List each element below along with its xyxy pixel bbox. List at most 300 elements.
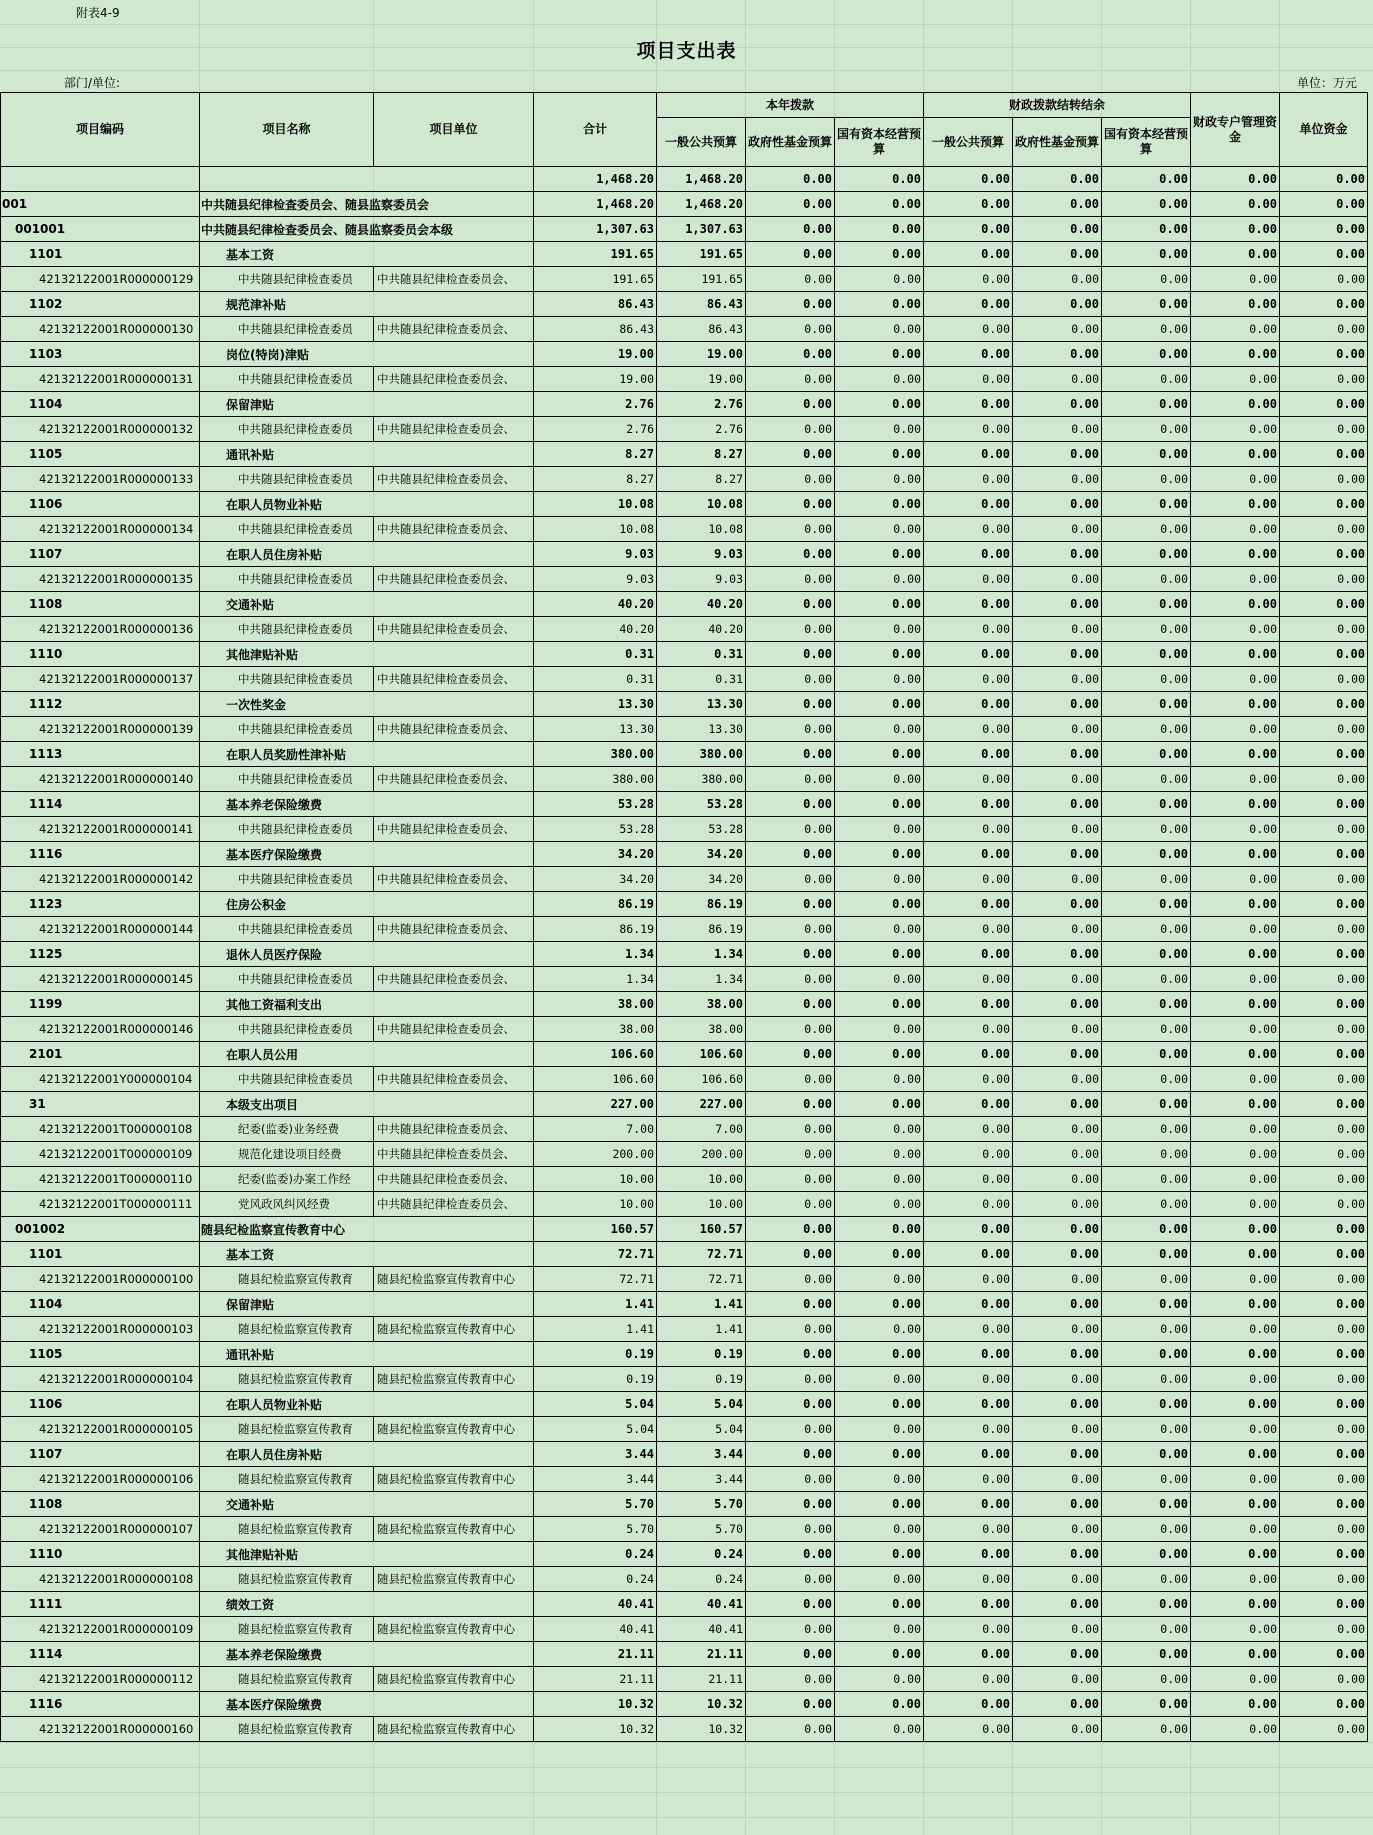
cell-amount[interactable]: 2.76 bbox=[534, 417, 657, 442]
cell-amount[interactable]: 380.00 bbox=[534, 767, 657, 792]
cell-name[interactable]: 基本工资 bbox=[200, 242, 534, 267]
col-header-special-account[interactable]: 财政专户管理资金 bbox=[1191, 93, 1280, 167]
cell-amount[interactable]: 0.00 bbox=[1191, 1217, 1280, 1242]
cell-amount[interactable]: 0.00 bbox=[1280, 667, 1368, 692]
cell-code[interactable]: 42132122001R000000141 bbox=[1, 817, 200, 842]
cell-amount[interactable]: 0.00 bbox=[924, 567, 1013, 592]
cell-amount[interactable]: 0.00 bbox=[924, 1367, 1013, 1392]
cell-amount[interactable]: 0.00 bbox=[1280, 1392, 1368, 1417]
table-row[interactable] bbox=[1, 1417, 1368, 1442]
table-row[interactable] bbox=[1, 217, 1368, 242]
col-header-carry-state-capital-budget[interactable]: 国有资本经营预算 bbox=[1102, 118, 1191, 167]
cell-amount[interactable]: 0.00 bbox=[1280, 1117, 1368, 1142]
cell-amount[interactable]: 0.00 bbox=[1102, 1692, 1191, 1717]
cell-code[interactable]: 42132122001R000000133 bbox=[1, 467, 200, 492]
cell-code[interactable]: 42132122001R000000131 bbox=[1, 367, 200, 392]
cell-amount[interactable]: 0.00 bbox=[835, 1342, 924, 1367]
cell-amount[interactable]: 0.00 bbox=[1013, 217, 1102, 242]
cell-amount[interactable]: 0.00 bbox=[1013, 1642, 1102, 1667]
cell-amount[interactable]: 0.00 bbox=[835, 167, 924, 192]
cell-amount[interactable]: 0.00 bbox=[1280, 1092, 1368, 1117]
cell-amount[interactable]: 0.00 bbox=[1102, 642, 1191, 667]
cell-amount[interactable]: 0.00 bbox=[1013, 617, 1102, 642]
cell-amount[interactable]: 0.00 bbox=[835, 217, 924, 242]
cell-amount[interactable]: 0.00 bbox=[1280, 817, 1368, 842]
cell-name[interactable]: 交通补贴 bbox=[200, 1492, 534, 1517]
cell-code[interactable]: 42132122001Y000000104 bbox=[1, 1067, 200, 1092]
cell-amount[interactable]: 0.00 bbox=[746, 467, 835, 492]
cell-amount[interactable]: 0.00 bbox=[1191, 292, 1280, 317]
cell-amount[interactable]: 0.00 bbox=[1280, 1067, 1368, 1092]
cell-amount[interactable]: 0.24 bbox=[534, 1542, 657, 1567]
cell-name[interactable]: 随县纪检监察宣传教育 bbox=[200, 1717, 374, 1742]
table-row[interactable] bbox=[1, 1267, 1368, 1292]
cell-amount[interactable]: 5.04 bbox=[657, 1417, 746, 1442]
cell-code[interactable]: 1104 bbox=[1, 1292, 200, 1317]
cell-unit[interactable]: 随县纪检监察宣传教育中心 bbox=[374, 1517, 534, 1542]
cell-unit[interactable]: 随县纪检监察宣传教育中心 bbox=[374, 1567, 534, 1592]
cell-amount[interactable]: 0.00 bbox=[924, 1717, 1013, 1742]
cell-amount[interactable]: 21.11 bbox=[534, 1667, 657, 1692]
cell-amount[interactable]: 10.32 bbox=[657, 1717, 746, 1742]
cell-amount[interactable]: 0.00 bbox=[835, 1117, 924, 1142]
cell-name[interactable]: 通讯补贴 bbox=[200, 1342, 534, 1367]
cell-amount[interactable]: 0.00 bbox=[746, 567, 835, 592]
cell-amount[interactable]: 0.00 bbox=[1102, 167, 1191, 192]
cell-amount[interactable]: 0.00 bbox=[1013, 1492, 1102, 1517]
cell-unit[interactable]: 随县纪检监察宣传教育中心 bbox=[374, 1317, 534, 1342]
cell-amount[interactable]: 0.00 bbox=[1280, 917, 1368, 942]
cell-amount[interactable]: 0.00 bbox=[1280, 1242, 1368, 1267]
cell-code[interactable]: 42132122001R000000129 bbox=[1, 267, 200, 292]
cell-amount[interactable]: 380.00 bbox=[534, 742, 657, 767]
cell-name[interactable]: 随县纪检监察宣传教育 bbox=[200, 1267, 374, 1292]
cell-amount[interactable]: 0.00 bbox=[1013, 392, 1102, 417]
cell-amount[interactable]: 0.00 bbox=[1013, 842, 1102, 867]
cell-name[interactable]: 绩效工资 bbox=[200, 1592, 534, 1617]
cell-amount[interactable]: 10.32 bbox=[534, 1692, 657, 1717]
cell-amount[interactable]: 0.00 bbox=[924, 992, 1013, 1017]
cell-name[interactable]: 中共随县纪律检查委员 bbox=[200, 667, 374, 692]
cell-name[interactable]: 在职人员物业补贴 bbox=[200, 492, 534, 517]
cell-amount[interactable]: 0.00 bbox=[1102, 1042, 1191, 1067]
col-header-carryover[interactable]: 财政拨款结转结余 bbox=[924, 93, 1191, 118]
cell-amount[interactable]: 0.00 bbox=[1280, 342, 1368, 367]
cell-amount[interactable]: 0.19 bbox=[657, 1342, 746, 1367]
cell-amount[interactable]: 106.60 bbox=[534, 1067, 657, 1092]
cell-amount[interactable]: 0.00 bbox=[1102, 1342, 1191, 1367]
cell-amount[interactable]: 0.00 bbox=[1280, 1417, 1368, 1442]
cell-amount[interactable]: 0.00 bbox=[1191, 267, 1280, 292]
cell-amount[interactable]: 191.65 bbox=[657, 267, 746, 292]
cell-amount[interactable]: 19.00 bbox=[657, 342, 746, 367]
table-row[interactable] bbox=[1, 292, 1368, 317]
cell-amount[interactable]: 1,468.20 bbox=[657, 192, 746, 217]
cell-name[interactable]: 在职人员物业补贴 bbox=[200, 1392, 534, 1417]
cell-unit[interactable]: 中共随县纪律检查委员会、 bbox=[374, 617, 534, 642]
cell-amount[interactable]: 0.00 bbox=[1102, 692, 1191, 717]
cell-name[interactable]: 基本工资 bbox=[200, 1242, 534, 1267]
cell-amount[interactable]: 0.00 bbox=[1191, 817, 1280, 842]
cell-amount[interactable]: 0.00 bbox=[1280, 1317, 1368, 1342]
cell-amount[interactable]: 0.00 bbox=[1013, 717, 1102, 742]
cell-amount[interactable]: 0.00 bbox=[746, 1467, 835, 1492]
cell-amount[interactable]: 380.00 bbox=[657, 742, 746, 767]
cell-amount[interactable]: 106.60 bbox=[657, 1067, 746, 1092]
cell-amount[interactable]: 0.00 bbox=[924, 267, 1013, 292]
cell-amount[interactable]: 0.00 bbox=[835, 1017, 924, 1042]
cell-amount[interactable]: 9.03 bbox=[657, 567, 746, 592]
cell-amount[interactable]: 0.00 bbox=[1013, 1567, 1102, 1592]
cell-code[interactable]: 42132122001R000000137 bbox=[1, 667, 200, 692]
table-row[interactable] bbox=[1, 392, 1368, 417]
cell-amount[interactable]: 0.00 bbox=[1191, 1342, 1280, 1367]
cell-amount[interactable]: 40.20 bbox=[657, 592, 746, 617]
cell-amount[interactable]: 0.00 bbox=[835, 842, 924, 867]
cell-amount[interactable]: 10.08 bbox=[534, 492, 657, 517]
cell-amount[interactable]: 0.00 bbox=[1013, 1667, 1102, 1692]
cell-amount[interactable]: 0.00 bbox=[1102, 1267, 1191, 1292]
cell-amount[interactable]: 0.00 bbox=[924, 242, 1013, 267]
cell-amount[interactable]: 0.00 bbox=[1102, 542, 1191, 567]
cell-amount[interactable]: 0.00 bbox=[924, 1517, 1013, 1542]
cell-amount[interactable]: 0.00 bbox=[1191, 717, 1280, 742]
cell-amount[interactable]: 0.00 bbox=[746, 717, 835, 742]
cell-name[interactable]: 在职人员住房补贴 bbox=[200, 542, 534, 567]
cell-amount[interactable]: 0.00 bbox=[1102, 1442, 1191, 1467]
cell-code[interactable]: 42132122001R000000112 bbox=[1, 1667, 200, 1692]
cell-amount[interactable]: 3.44 bbox=[534, 1442, 657, 1467]
cell-amount[interactable]: 0.00 bbox=[1280, 1267, 1368, 1292]
cell-amount[interactable]: 106.60 bbox=[657, 1042, 746, 1067]
cell-amount[interactable]: 0.00 bbox=[746, 742, 835, 767]
cell-name[interactable]: 中共随县纪律检查委员 bbox=[200, 467, 374, 492]
cell-amount[interactable]: 0.00 bbox=[746, 417, 835, 442]
cell-amount[interactable]: 0.00 bbox=[746, 367, 835, 392]
cell-amount[interactable]: 0.00 bbox=[746, 217, 835, 242]
cell-unit[interactable]: 中共随县纪律检查委员会、 bbox=[374, 1167, 534, 1192]
cell-amount[interactable]: 0.00 bbox=[1280, 1442, 1368, 1467]
cell-amount[interactable]: 0.00 bbox=[924, 342, 1013, 367]
cell-amount[interactable]: 0.00 bbox=[924, 292, 1013, 317]
cell-amount[interactable]: 86.19 bbox=[657, 917, 746, 942]
cell-amount[interactable]: 5.04 bbox=[534, 1417, 657, 1442]
cell-amount[interactable]: 0.00 bbox=[1013, 167, 1102, 192]
cell-amount[interactable]: 86.19 bbox=[534, 917, 657, 942]
cell-amount[interactable]: 0.00 bbox=[1280, 1517, 1368, 1542]
cell-amount[interactable]: 10.00 bbox=[534, 1192, 657, 1217]
cell-amount[interactable]: 0.00 bbox=[746, 442, 835, 467]
cell-amount[interactable]: 0.00 bbox=[1280, 742, 1368, 767]
cell-name[interactable]: 中共随县纪律检查委员 bbox=[200, 367, 374, 392]
cell-amount[interactable]: 0.00 bbox=[1191, 642, 1280, 667]
cell-name[interactable]: 基本医疗保险缴费 bbox=[200, 842, 534, 867]
cell-name[interactable]: 在职人员公用 bbox=[200, 1042, 534, 1067]
cell-amount[interactable]: 0.00 bbox=[1191, 192, 1280, 217]
cell-amount[interactable]: 0.00 bbox=[835, 567, 924, 592]
cell-unit[interactable]: 中共随县纪律检查委员会、 bbox=[374, 817, 534, 842]
cell-amount[interactable]: 0.00 bbox=[1013, 292, 1102, 317]
cell-name[interactable] bbox=[200, 167, 534, 192]
cell-amount[interactable]: 0.00 bbox=[746, 1142, 835, 1167]
cell-code[interactable]: 42132122001R000000105 bbox=[1, 1417, 200, 1442]
cell-amount[interactable]: 19.00 bbox=[534, 342, 657, 367]
cell-code[interactable]: 42132122001T000000110 bbox=[1, 1167, 200, 1192]
cell-amount[interactable]: 1.34 bbox=[657, 967, 746, 992]
cell-code[interactable]: 1101 bbox=[1, 242, 200, 267]
cell-amount[interactable]: 0.00 bbox=[835, 342, 924, 367]
cell-amount[interactable]: 0.00 bbox=[835, 492, 924, 517]
cell-code[interactable]: 42132122001R000000145 bbox=[1, 967, 200, 992]
cell-unit[interactable]: 中共随县纪律检查委员会、 bbox=[374, 567, 534, 592]
cell-amount[interactable]: 0.00 bbox=[835, 792, 924, 817]
table-row[interactable] bbox=[1, 1142, 1368, 1167]
cell-code[interactable]: 1116 bbox=[1, 842, 200, 867]
table-row[interactable] bbox=[1, 1517, 1368, 1542]
cell-amount[interactable]: 1,307.63 bbox=[534, 217, 657, 242]
table-row[interactable] bbox=[1, 1392, 1368, 1417]
cell-code[interactable]: 42132122001R000000139 bbox=[1, 717, 200, 742]
cell-amount[interactable]: 72.71 bbox=[534, 1242, 657, 1267]
cell-amount[interactable]: 0.00 bbox=[1280, 992, 1368, 1017]
cell-amount[interactable]: 380.00 bbox=[657, 767, 746, 792]
cell-code[interactable]: 1114 bbox=[1, 1642, 200, 1667]
cell-amount[interactable]: 0.00 bbox=[746, 817, 835, 842]
cell-amount[interactable]: 227.00 bbox=[657, 1092, 746, 1117]
cell-amount[interactable]: 0.00 bbox=[924, 617, 1013, 642]
cell-name[interactable]: 随县纪检监察宣传教育 bbox=[200, 1617, 374, 1642]
cell-amount[interactable]: 0.00 bbox=[746, 1317, 835, 1342]
cell-amount[interactable]: 0.00 bbox=[835, 592, 924, 617]
cell-amount[interactable]: 0.00 bbox=[924, 542, 1013, 567]
cell-amount[interactable]: 0.00 bbox=[835, 1467, 924, 1492]
cell-amount[interactable]: 0.00 bbox=[1013, 692, 1102, 717]
cell-unit[interactable]: 中共随县纪律检查委员会、 bbox=[374, 717, 534, 742]
cell-code[interactable]: 1199 bbox=[1, 992, 200, 1017]
cell-unit[interactable]: 中共随县纪律检查委员会、 bbox=[374, 1117, 534, 1142]
table-row[interactable] bbox=[1, 617, 1368, 642]
cell-name[interactable]: 中共随县纪律检查委员 bbox=[200, 267, 374, 292]
cell-amount[interactable]: 0.00 bbox=[746, 317, 835, 342]
cell-code[interactable]: 1108 bbox=[1, 1492, 200, 1517]
cell-amount[interactable]: 0.00 bbox=[746, 1042, 835, 1067]
cell-amount[interactable]: 0.00 bbox=[1280, 442, 1368, 467]
cell-amount[interactable]: 0.00 bbox=[1102, 242, 1191, 267]
cell-amount[interactable]: 0.00 bbox=[835, 517, 924, 542]
cell-amount[interactable]: 0.00 bbox=[924, 1242, 1013, 1267]
cell-amount[interactable]: 0.00 bbox=[924, 1617, 1013, 1642]
cell-amount[interactable]: 7.00 bbox=[534, 1117, 657, 1142]
cell-amount[interactable]: 1.41 bbox=[657, 1317, 746, 1342]
table-row[interactable] bbox=[1, 892, 1368, 917]
cell-amount[interactable]: 0.00 bbox=[1102, 367, 1191, 392]
cell-amount[interactable]: 0.00 bbox=[1191, 317, 1280, 342]
cell-name[interactable]: 在职人员住房补贴 bbox=[200, 1442, 534, 1467]
cell-code[interactable]: 1113 bbox=[1, 742, 200, 767]
cell-amount[interactable]: 0.00 bbox=[924, 1042, 1013, 1067]
table-row[interactable] bbox=[1, 817, 1368, 842]
cell-amount[interactable]: 0.00 bbox=[835, 1542, 924, 1567]
cell-amount[interactable]: 0.00 bbox=[924, 467, 1013, 492]
cell-amount[interactable]: 0.00 bbox=[1013, 817, 1102, 842]
cell-amount[interactable]: 34.20 bbox=[534, 867, 657, 892]
cell-amount[interactable]: 0.00 bbox=[1191, 1467, 1280, 1492]
cell-name[interactable]: 中共随县纪律检查委员 bbox=[200, 417, 374, 442]
cell-amount[interactable]: 0.00 bbox=[924, 917, 1013, 942]
cell-amount[interactable]: 0.00 bbox=[1280, 217, 1368, 242]
cell-amount[interactable]: 0.00 bbox=[924, 1592, 1013, 1617]
cell-amount[interactable]: 0.00 bbox=[1013, 542, 1102, 567]
cell-amount[interactable]: 0.00 bbox=[1013, 1117, 1102, 1142]
cell-amount[interactable]: 0.00 bbox=[1013, 867, 1102, 892]
cell-amount[interactable]: 10.08 bbox=[657, 492, 746, 517]
cell-amount[interactable]: 0.00 bbox=[1102, 1142, 1191, 1167]
cell-amount[interactable]: 0.00 bbox=[835, 642, 924, 667]
table-row[interactable] bbox=[1, 267, 1368, 292]
cell-amount[interactable]: 0.00 bbox=[1191, 567, 1280, 592]
cell-amount[interactable]: 0.00 bbox=[1013, 1617, 1102, 1642]
cell-amount[interactable]: 0.00 bbox=[1013, 492, 1102, 517]
cell-amount[interactable]: 0.00 bbox=[1280, 542, 1368, 567]
cell-amount[interactable]: 0.00 bbox=[835, 1142, 924, 1167]
cell-amount[interactable]: 0.00 bbox=[835, 1367, 924, 1392]
cell-amount[interactable]: 0.00 bbox=[1191, 1542, 1280, 1567]
cell-amount[interactable]: 0.00 bbox=[924, 592, 1013, 617]
cell-amount[interactable]: 0.00 bbox=[1102, 1017, 1191, 1042]
cell-amount[interactable]: 0.00 bbox=[835, 742, 924, 767]
cell-unit[interactable]: 随县纪检监察宣传教育中心 bbox=[374, 1717, 534, 1742]
cell-amount[interactable]: 0.00 bbox=[746, 867, 835, 892]
cell-amount[interactable]: 0.00 bbox=[746, 1542, 835, 1567]
cell-amount[interactable]: 0.00 bbox=[1191, 1017, 1280, 1042]
table-row[interactable] bbox=[1, 417, 1368, 442]
cell-amount[interactable]: 0.00 bbox=[1280, 292, 1368, 317]
cell-amount[interactable]: 5.04 bbox=[534, 1392, 657, 1417]
cell-amount[interactable]: 0.00 bbox=[1280, 167, 1368, 192]
cell-amount[interactable]: 0.00 bbox=[1191, 917, 1280, 942]
cell-amount[interactable]: 0.00 bbox=[924, 1392, 1013, 1417]
cell-amount[interactable]: 0.00 bbox=[1013, 1142, 1102, 1167]
cell-amount[interactable]: 2.76 bbox=[534, 392, 657, 417]
cell-amount[interactable]: 0.00 bbox=[835, 667, 924, 692]
cell-amount[interactable]: 1,468.20 bbox=[534, 167, 657, 192]
cell-code[interactable]: 1125 bbox=[1, 942, 200, 967]
cell-amount[interactable]: 0.00 bbox=[924, 1567, 1013, 1592]
cell-amount[interactable]: 0.31 bbox=[534, 642, 657, 667]
table-row[interactable] bbox=[1, 1442, 1368, 1467]
cell-amount[interactable]: 0.00 bbox=[1191, 1317, 1280, 1342]
cell-amount[interactable]: 3.44 bbox=[657, 1442, 746, 1467]
table-row[interactable] bbox=[1, 1067, 1368, 1092]
cell-amount[interactable]: 0.00 bbox=[1191, 342, 1280, 367]
cell-amount[interactable]: 0.00 bbox=[1013, 767, 1102, 792]
cell-amount[interactable]: 106.60 bbox=[534, 1042, 657, 1067]
cell-amount[interactable]: 9.03 bbox=[657, 542, 746, 567]
cell-amount[interactable]: 160.57 bbox=[534, 1217, 657, 1242]
cell-name[interactable]: 住房公积金 bbox=[200, 892, 534, 917]
cell-amount[interactable]: 0.00 bbox=[924, 1292, 1013, 1317]
cell-amount[interactable]: 5.70 bbox=[657, 1517, 746, 1542]
cell-amount[interactable]: 0.00 bbox=[1191, 467, 1280, 492]
cell-amount[interactable]: 0.00 bbox=[835, 1092, 924, 1117]
cell-amount[interactable]: 10.32 bbox=[534, 1717, 657, 1742]
cell-name[interactable]: 中共随县纪律检查委员 bbox=[200, 967, 374, 992]
cell-amount[interactable]: 0.00 bbox=[746, 1592, 835, 1617]
cell-amount[interactable]: 0.00 bbox=[1191, 1267, 1280, 1292]
cell-amount[interactable]: 0.00 bbox=[1013, 467, 1102, 492]
cell-amount[interactable]: 0.00 bbox=[835, 1417, 924, 1442]
cell-amount[interactable]: 0.00 bbox=[1102, 292, 1191, 317]
cell-amount[interactable]: 0.00 bbox=[924, 1442, 1013, 1467]
cell-amount[interactable]: 0.00 bbox=[924, 1542, 1013, 1567]
cell-amount[interactable]: 0.19 bbox=[534, 1342, 657, 1367]
cell-amount[interactable]: 0.00 bbox=[1013, 1692, 1102, 1717]
table-row[interactable] bbox=[1, 517, 1368, 542]
cell-amount[interactable]: 0.00 bbox=[1191, 1192, 1280, 1217]
cell-code[interactable]: 42132122001T000000108 bbox=[1, 1117, 200, 1142]
cell-amount[interactable]: 5.70 bbox=[534, 1517, 657, 1542]
cell-code[interactable]: 1111 bbox=[1, 1592, 200, 1617]
cell-unit[interactable]: 随县纪检监察宣传教育中心 bbox=[374, 1617, 534, 1642]
cell-amount[interactable]: 0.00 bbox=[1191, 1567, 1280, 1592]
cell-amount[interactable]: 0.00 bbox=[746, 842, 835, 867]
cell-amount[interactable]: 0.00 bbox=[835, 1592, 924, 1617]
cell-amount[interactable]: 40.41 bbox=[657, 1592, 746, 1617]
cell-amount[interactable]: 0.31 bbox=[657, 667, 746, 692]
cell-code[interactable]: 42132122001R000000104 bbox=[1, 1367, 200, 1392]
cell-unit[interactable]: 中共随县纪律检查委员会、 bbox=[374, 1067, 534, 1092]
cell-amount[interactable]: 0.00 bbox=[1102, 442, 1191, 467]
col-header-code[interactable]: 项目编码 bbox=[1, 93, 200, 167]
cell-code[interactable]: 42132122001R000000140 bbox=[1, 767, 200, 792]
cell-amount[interactable]: 34.20 bbox=[657, 842, 746, 867]
cell-amount[interactable]: 0.00 bbox=[1280, 1467, 1368, 1492]
table-row[interactable] bbox=[1, 1592, 1368, 1617]
cell-amount[interactable]: 72.71 bbox=[534, 1267, 657, 1292]
cell-amount[interactable]: 0.00 bbox=[835, 542, 924, 567]
cell-amount[interactable]: 0.00 bbox=[1280, 767, 1368, 792]
cell-amount[interactable]: 0.00 bbox=[1280, 692, 1368, 717]
cell-unit[interactable]: 随县纪检监察宣传教育中心 bbox=[374, 1467, 534, 1492]
table-row[interactable] bbox=[1, 192, 1368, 217]
cell-amount[interactable]: 0.00 bbox=[1102, 1467, 1191, 1492]
cell-amount[interactable]: 0.00 bbox=[746, 1567, 835, 1592]
cell-name[interactable]: 中共随县纪律检查委员 bbox=[200, 917, 374, 942]
cell-code[interactable]: 1106 bbox=[1, 492, 200, 517]
cell-amount[interactable]: 0.00 bbox=[1191, 1592, 1280, 1617]
cell-code[interactable]: 42132122001R000000107 bbox=[1, 1517, 200, 1542]
cell-code[interactable]: 31 bbox=[1, 1092, 200, 1117]
cell-amount[interactable]: 0.00 bbox=[1191, 592, 1280, 617]
cell-amount[interactable]: 0.00 bbox=[1191, 392, 1280, 417]
cell-amount[interactable]: 0.00 bbox=[924, 1067, 1013, 1092]
cell-amount[interactable]: 0.00 bbox=[1013, 1317, 1102, 1342]
cell-amount[interactable]: 0.00 bbox=[1013, 1592, 1102, 1617]
cell-amount[interactable]: 191.65 bbox=[534, 267, 657, 292]
cell-amount[interactable]: 0.00 bbox=[1102, 1417, 1191, 1442]
cell-name[interactable]: 随县纪检监察宣传教育 bbox=[200, 1567, 374, 1592]
cell-amount[interactable]: 0.00 bbox=[746, 967, 835, 992]
cell-unit[interactable]: 中共随县纪律检查委员会、 bbox=[374, 467, 534, 492]
cell-amount[interactable]: 0.00 bbox=[835, 467, 924, 492]
cell-amount[interactable]: 0.00 bbox=[1191, 1092, 1280, 1117]
table-row[interactable] bbox=[1, 242, 1368, 267]
cell-amount[interactable]: 0.00 bbox=[746, 692, 835, 717]
cell-amount[interactable]: 0.00 bbox=[746, 267, 835, 292]
cell-amount[interactable]: 0.00 bbox=[835, 617, 924, 642]
cell-amount[interactable]: 1,307.63 bbox=[657, 217, 746, 242]
cell-amount[interactable]: 0.00 bbox=[1280, 1617, 1368, 1642]
